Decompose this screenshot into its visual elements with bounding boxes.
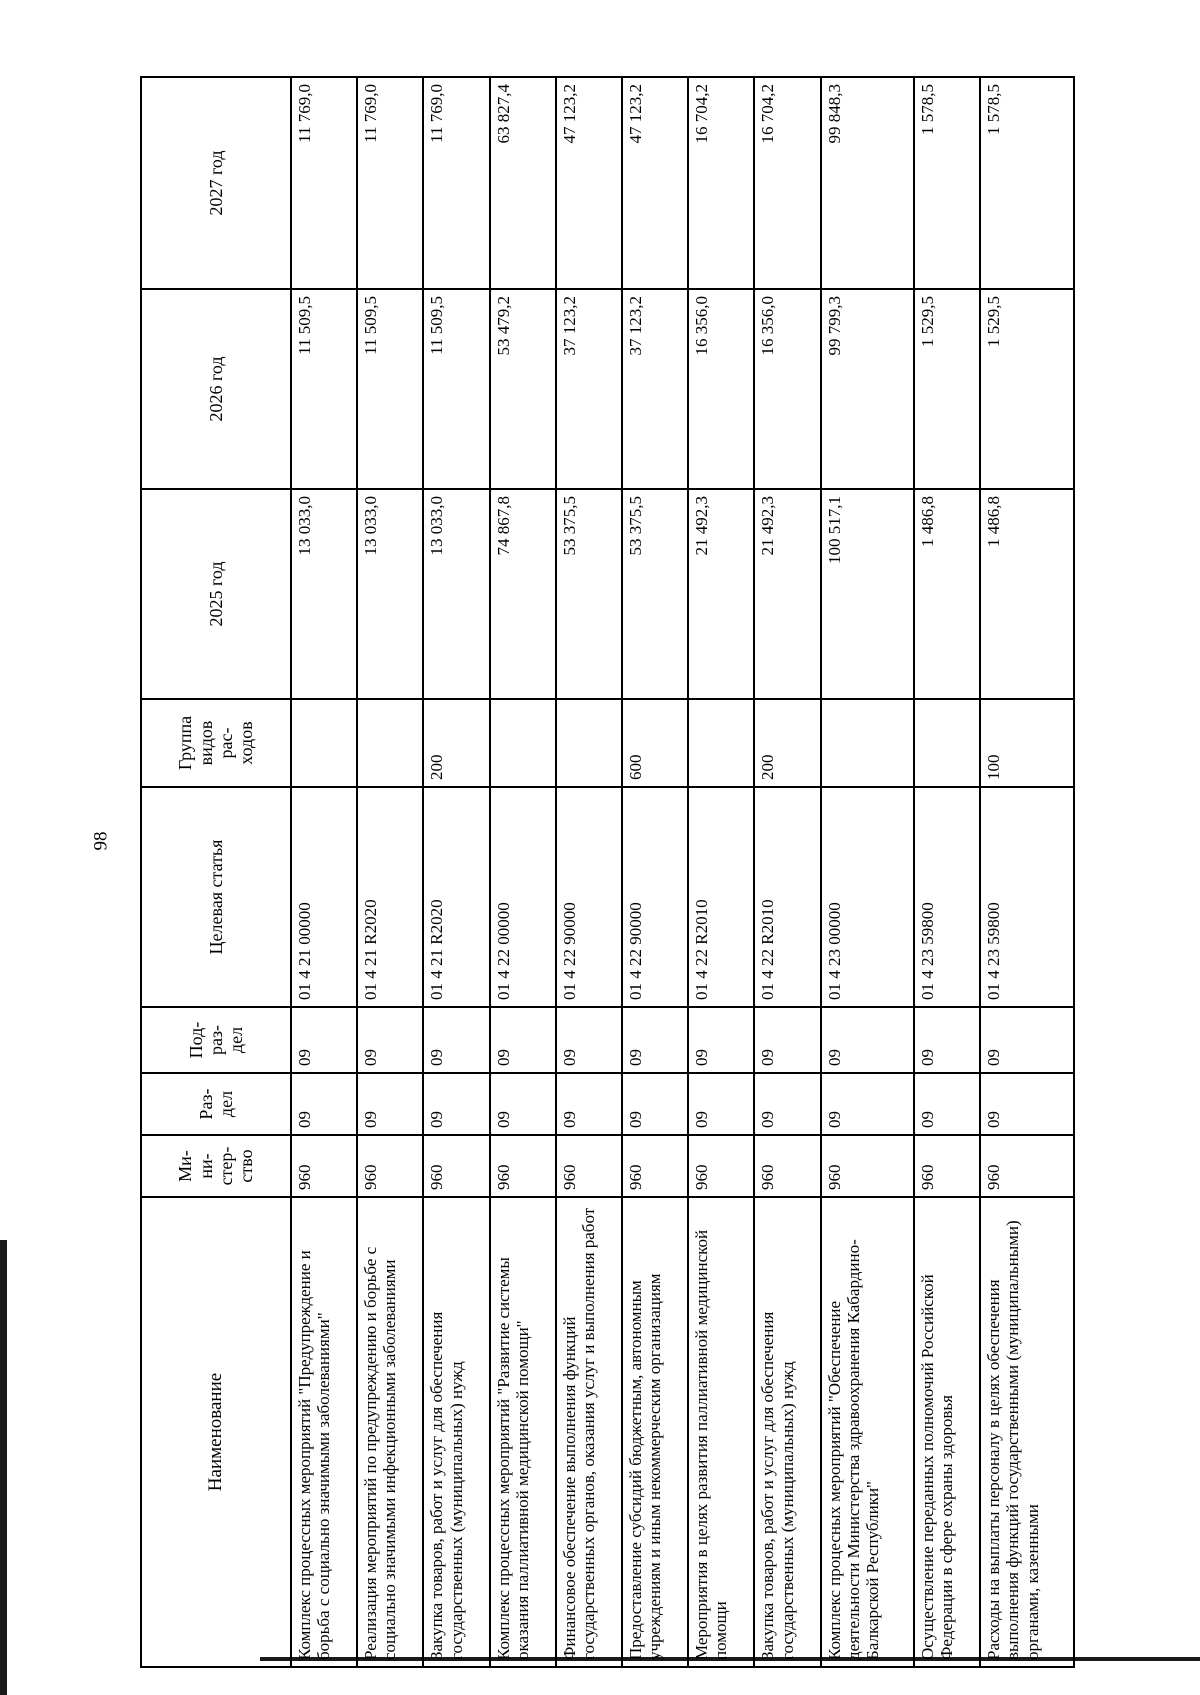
- cell-2026: 11 509,5: [423, 289, 489, 489]
- header-2025: 2025 год: [141, 489, 291, 699]
- cell-section: 09: [357, 1073, 423, 1135]
- cell-2027: 11 769,0: [423, 77, 489, 289]
- cell-ministry: 960: [357, 1135, 423, 1197]
- table-row: [423, 77, 489, 1667]
- cell-2027: 1 578,5: [980, 77, 1074, 289]
- cell-2026: 99 799,3: [821, 289, 915, 489]
- cell-subsection: 09: [291, 1007, 357, 1073]
- table-row: [291, 77, 357, 1667]
- table-row: [688, 77, 754, 1667]
- cell-expense-group: [688, 699, 754, 787]
- cell-2027: 47 123,2: [622, 77, 688, 289]
- cell-target-article: 01 4 21 R2020: [357, 787, 423, 1007]
- table-row: [357, 77, 423, 1667]
- cell-2026: 11 509,5: [357, 289, 423, 489]
- cell-ministry: 960: [622, 1135, 688, 1197]
- cell-name: Мероприятия в целях развития паллиативной медицинской помощи: [688, 1197, 754, 1667]
- cell-2025: 100 517,1: [821, 489, 915, 699]
- table-body: [291, 77, 1074, 1667]
- cell-2027: 16 704,2: [688, 77, 754, 289]
- header-2027: 2027 год: [141, 77, 291, 289]
- cell-subsection: 09: [821, 1007, 915, 1073]
- cell-2025: 53 375,5: [556, 489, 622, 699]
- cell-expense-group: [490, 699, 556, 787]
- cell-name: Расходы на выплаты персоналу в целях обеспечения выполнения функций государственными (муниципальными) органами, казенными: [980, 1197, 1074, 1667]
- cell-target-article: 01 4 22 R2010: [754, 787, 820, 1007]
- header-ministry: Ми- ни- стер- ство: [141, 1135, 291, 1197]
- cell-section: 09: [754, 1073, 820, 1135]
- cell-name: Осуществление переданных полномочий Российской Федерации в сфере охраны здоровья: [914, 1197, 980, 1667]
- cell-subsection: 09: [914, 1007, 980, 1073]
- table-row: [556, 77, 622, 1667]
- cell-target-article: 01 4 22 90000: [556, 787, 622, 1007]
- cell-section: 09: [490, 1073, 556, 1135]
- cell-expense-group: [821, 699, 915, 787]
- cell-subsection: 09: [622, 1007, 688, 1073]
- cell-ministry: 960: [821, 1135, 915, 1197]
- rotated-table-container: [140, 78, 1075, 1668]
- cell-expense-group: [914, 699, 980, 787]
- cell-2026: 1 529,5: [914, 289, 980, 489]
- header-expense-group: Группа видов рас- ходов: [141, 699, 291, 787]
- cell-2025: 21 492,3: [688, 489, 754, 699]
- cell-target-article: 01 4 22 R2010: [688, 787, 754, 1007]
- cell-target-article: 01 4 23 00000: [821, 787, 915, 1007]
- cell-2026: 37 123,2: [556, 289, 622, 489]
- cell-2027: 99 848,3: [821, 77, 915, 289]
- cell-target-article: 01 4 21 00000: [291, 787, 357, 1007]
- cell-subsection: 09: [980, 1007, 1074, 1073]
- table-row: [622, 77, 688, 1667]
- cell-ministry: 960: [291, 1135, 357, 1197]
- cell-ministry: 960: [980, 1135, 1074, 1197]
- cell-expense-group: 600: [622, 699, 688, 787]
- header-target-article: Целевая статья: [141, 787, 291, 1007]
- cell-ministry: 960: [754, 1135, 820, 1197]
- cell-ministry: 960: [490, 1135, 556, 1197]
- cell-2026: 16 356,0: [688, 289, 754, 489]
- cell-section: 09: [291, 1073, 357, 1135]
- header-name: Наименование: [141, 1197, 291, 1667]
- table-row: [490, 77, 556, 1667]
- cell-2025: 13 033,0: [423, 489, 489, 699]
- cell-target-article: 01 4 21 R2020: [423, 787, 489, 1007]
- cell-2025: 74 867,8: [490, 489, 556, 699]
- cell-ministry: 960: [688, 1135, 754, 1197]
- cell-subsection: 09: [754, 1007, 820, 1073]
- budget-table: [140, 76, 1075, 1668]
- cell-2026: 1 529,5: [980, 289, 1074, 489]
- cell-2025: 1 486,8: [914, 489, 980, 699]
- cell-ministry: 960: [914, 1135, 980, 1197]
- cell-section: 09: [556, 1073, 622, 1135]
- table-row: [821, 77, 915, 1667]
- table-row: [980, 77, 1074, 1667]
- cell-2027: 63 827,4: [490, 77, 556, 289]
- cell-expense-group: [556, 699, 622, 787]
- cell-name: Закупка товаров, работ и услуг для обеспечения государственных (муниципальных) нужд: [754, 1197, 820, 1667]
- cell-2025: 13 033,0: [291, 489, 357, 699]
- header-2026: 2026 год: [141, 289, 291, 489]
- table-row: [914, 77, 980, 1667]
- cell-name: Закупка товаров, работ и услуг для обеспечения государственных (муниципальных) нужд: [423, 1197, 489, 1667]
- cell-subsection: 09: [357, 1007, 423, 1073]
- cell-2025: 53 375,5: [622, 489, 688, 699]
- cell-name: Комплекс процессных мероприятий "Предупреждение и борьба с социально значимыми заболеваниями": [291, 1197, 357, 1667]
- table-header-row: [141, 77, 291, 1667]
- cell-section: 09: [980, 1073, 1074, 1135]
- table-row: [754, 77, 820, 1667]
- cell-target-article: 01 4 23 59800: [980, 787, 1074, 1007]
- cell-section: 09: [622, 1073, 688, 1135]
- cell-name: Комплекс процессных мероприятий "Развитие системы оказания паллиативной медицинской помощи": [490, 1197, 556, 1667]
- cell-expense-group: [357, 699, 423, 787]
- cell-section: 09: [821, 1073, 915, 1135]
- cell-2027: 11 769,0: [291, 77, 357, 289]
- cell-subsection: 09: [490, 1007, 556, 1073]
- header-subsection: Под- раз- дел: [141, 1007, 291, 1073]
- cell-expense-group: 200: [423, 699, 489, 787]
- cell-section: 09: [688, 1073, 754, 1135]
- cell-subsection: 09: [556, 1007, 622, 1073]
- cell-2026: 53 479,2: [490, 289, 556, 489]
- cell-2025: 21 492,3: [754, 489, 820, 699]
- cell-2026: 37 123,2: [622, 289, 688, 489]
- cell-2027: 11 769,0: [357, 77, 423, 289]
- cell-2027: 47 123,2: [556, 77, 622, 289]
- cell-name: Реализация мероприятий по предупреждению и борьбе с социально значимыми инфекционными заболеваниями: [357, 1197, 423, 1667]
- cell-ministry: 960: [423, 1135, 489, 1197]
- cell-target-article: 01 4 22 00000: [490, 787, 556, 1007]
- cell-expense-group: [291, 699, 357, 787]
- cell-2025: 1 486,8: [980, 489, 1074, 699]
- cell-2025: 13 033,0: [357, 489, 423, 699]
- cell-2026: 16 356,0: [754, 289, 820, 489]
- cell-2027: 1 578,5: [914, 77, 980, 289]
- cell-ministry: 960: [556, 1135, 622, 1197]
- header-section: Раз- дел: [141, 1073, 291, 1135]
- cell-subsection: 09: [423, 1007, 489, 1073]
- cell-expense-group: 100: [980, 699, 1074, 787]
- cell-2026: 11 509,5: [291, 289, 357, 489]
- scan-binding-edge: [0, 1240, 7, 1695]
- page-number: 98: [90, 831, 112, 851]
- cell-subsection: 09: [688, 1007, 754, 1073]
- cell-name: Финансовое обеспечение выполнения функций государственных органов, оказания услуг и выполнения работ: [556, 1197, 622, 1667]
- cell-target-article: 01 4 22 90000: [622, 787, 688, 1007]
- cell-name: Предоставление субсидий бюджетным, автономным учреждениям и иным некоммерческим организациям: [622, 1197, 688, 1667]
- cell-target-article: 01 4 23 59800: [914, 787, 980, 1007]
- cell-section: 09: [423, 1073, 489, 1135]
- cell-section: 09: [914, 1073, 980, 1135]
- cell-name: Комплекс процесных мероприятий "Обеспечение деятельности Министерства здравоохранения Кабардино-Балкарской Республики": [821, 1197, 915, 1667]
- cell-2027: 16 704,2: [754, 77, 820, 289]
- cell-expense-group: 200: [754, 699, 820, 787]
